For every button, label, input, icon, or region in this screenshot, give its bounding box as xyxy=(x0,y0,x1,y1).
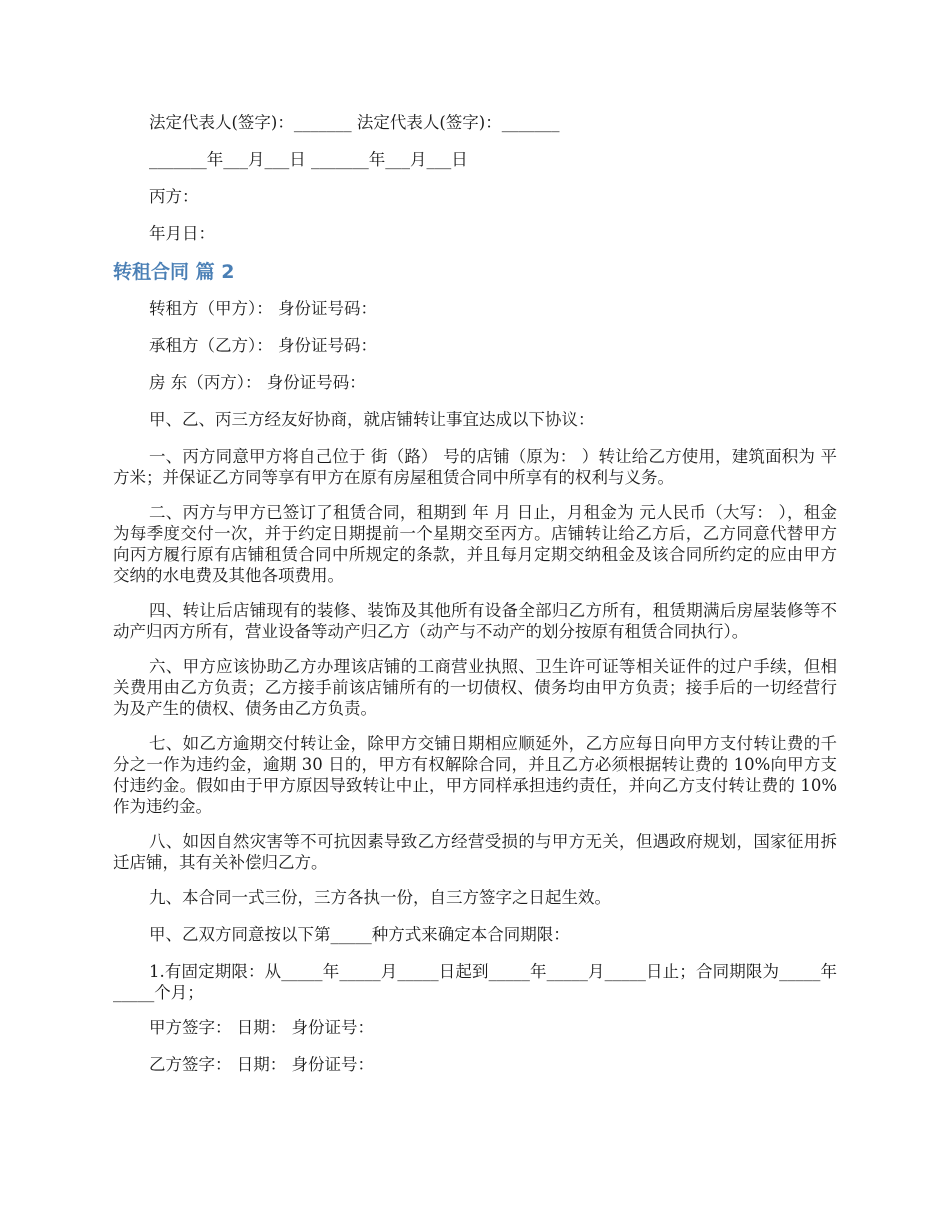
paragraph-sublessor: 转租方（甲方）： 身份证号码： xyxy=(149,299,377,318)
signature-line: 法定代表人(签字)：_______ 法定代表人(签字)：_______ xyxy=(149,113,560,132)
paragraph-term-choice: 甲、乙双方同意按以下第_____种方式来确定本合同期限： xyxy=(149,925,570,944)
section-title: 转租合同 篇 2 xyxy=(113,261,235,283)
date-line: _______年___月___日 _______年___月___日 xyxy=(149,150,468,169)
paragraph-clause-4: 四、转让后店铺现有的装修、装饰及其他所有设备全部归乙方所有，租赁期满后房屋装修等不动产归丙方所有，营业设备等动产归乙方（动产与不动产的划分按原有租赁合同执行）。 xyxy=(113,601,837,641)
date-label: 年月日： xyxy=(149,224,215,243)
paragraph-clause-9: 九、本合同一式三份，三方各执一份，自三方签字之日起生效。 xyxy=(149,888,611,907)
paragraph-clause-1: 一、丙方同意甲方将自己位于 街（路） 号的店铺（原为： ）转让给乙方使用，建筑面积为 平方米；并保证乙方同等享有甲方在原有房屋租赁合同中所享有的权利与义务。 xyxy=(113,447,837,487)
paragraph-party-b-signature: 乙方签字： 日期： 身份证号： xyxy=(149,1055,374,1074)
paragraph-lessee: 承租方（乙方）： 身份证号码： xyxy=(149,336,377,355)
paragraph-clause-7: 七、如乙方逾期交付转让金，除甲方交铺日期相应顺延外，乙方应每日向甲方支付转让费的千分之一作为违约金，逾期 30 日的，甲方有权解除合同，并且乙方必须根据转让费的 10%向甲方支付违约金。假如由于甲方原因导致转让中止，甲方同样承担违约责任，并向乙方支付转让费的 10%作为违约金。 xyxy=(113,734,837,816)
paragraph-agreement-intro: 甲、乙、丙三方经友好协商，就店铺转让事宜达成以下协议： xyxy=(149,410,595,429)
paragraph-fixed-term: 1.有固定期限：从_____年_____月_____日起到_____年_____月_____日止；合同期限为_____年_____个月； xyxy=(113,962,837,1002)
paragraph-landlord: 房 东（丙方）： 身份证号码： xyxy=(149,373,366,392)
document-page xyxy=(113,112,837,1091)
paragraph-party-a-signature: 甲方签字： 日期： 身份证号： xyxy=(149,1018,374,1037)
party-c-label: 丙方： xyxy=(149,187,199,206)
paragraph-clause-6: 六、甲方应该协助乙方办理该店铺的工商营业执照、卫生许可证等相关证件的过户手续，但相关费用由乙方负责；乙方接手前该店铺所有的一切债权、债务均由甲方负责；接手后的一切经营行为及产生的债权、债务由乙方负责。 xyxy=(113,657,837,718)
paragraph-clause-8: 八、如因自然灾害等不可抗因素导致乙方经营受损的与甲方无关，但遇政府规划，国家征用拆迁店铺，其有关补偿归乙方。 xyxy=(113,832,837,872)
paragraph-clause-2: 二、丙方与甲方已签订了租赁合同，租期到 年 月 日止，月租金为 元人民币（大写： ），租金为每季度交付一次，并于约定日期提前一个星期交至丙方。店铺转让给乙方后，乙方同意代替甲方向丙方履行原有店铺租赁合同中所规定的条款，并且每月定期交纳租金及该合同所约定的应由甲方交纳的水电费及其他各项费用。 xyxy=(113,503,837,585)
